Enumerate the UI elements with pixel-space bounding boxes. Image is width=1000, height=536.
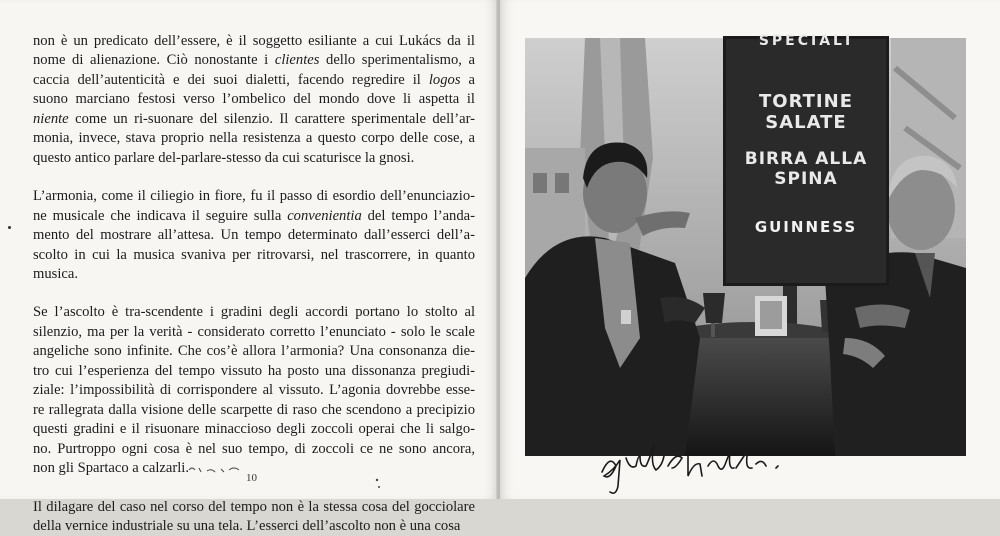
text-run: re rallegrata dalla visione delle scarpette di raso che scendono a precipizio <box>33 401 475 418</box>
italic-term: convenientia <box>287 207 362 224</box>
text-line <box>33 518 460 534</box>
paragraph <box>33 187 475 284</box>
text-run: non è un predicato dell’essere, è il soggetto esiliante a cui Lukács da il <box>33 33 475 49</box>
sign-line-tortine: TORTINE SALATE <box>759 91 853 133</box>
text-line <box>33 420 475 439</box>
text-run: suono marciano festosi verso l’ombelico del mondo dove li aspetta il <box>33 91 475 108</box>
text-line <box>33 498 475 517</box>
text-run: Se l’ascolto è tra-scendente i gradini degli accordi portano lo stolto al <box>33 304 475 321</box>
body-text <box>33 32 475 536</box>
paragraph <box>33 32 475 168</box>
text-run: silenzio, ma per la verità - considerato corretto l’enunciato - solo le scale <box>33 323 475 340</box>
text-run: tro cui l’esperienza del tempo vissuto ha posto una dissonanza pregiudi- <box>33 362 475 379</box>
text-line <box>33 110 475 129</box>
text-line <box>33 401 475 420</box>
italic-term: niente <box>33 110 69 127</box>
text-line <box>33 51 475 70</box>
cafe-sign-board <box>723 33 889 286</box>
sign-line-birra: BIRRA ALLA SPINA <box>744 149 868 189</box>
text-run: nome di alienazione. Ciò nonostante i <box>33 52 275 69</box>
sign-top-text: SPECIALI <box>758 33 854 49</box>
italic-term: logos <box>428 71 461 88</box>
text-run: questo antico parlare del-parlare-stesso da cui scaturisce la gnosi. <box>33 149 415 166</box>
text-run: della vernice industriale su una tela. L’esserci dell’ascolto non è una cosa <box>33 517 461 534</box>
text-run: mento del mostrare all’attesa. Un tempo determinato dall’esserci dell’a- <box>33 227 475 244</box>
sign-brand: GUINNESS <box>754 218 858 236</box>
left-page <box>0 0 498 534</box>
text-run: del tempo l’anda- <box>361 207 475 224</box>
page-number: 10 <box>246 472 257 484</box>
text-line <box>33 32 475 51</box>
text-run: L’armonia, come il ciliegio in fiore, fu il passo di esordio dell’enunciazio- <box>33 188 475 205</box>
text-line <box>33 187 475 206</box>
text-run: non gli Spartaco a calzarli. <box>33 460 190 477</box>
text-line <box>33 323 475 342</box>
text-run: monia, invece, stava proprio nella resistenza a questo corpo delle cose, a <box>33 130 475 147</box>
text-line <box>33 342 475 361</box>
text-line <box>33 246 475 265</box>
text-run: a <box>460 71 475 88</box>
paragraph <box>33 498 475 536</box>
pencil-scribbles <box>185 462 385 492</box>
text-run: questi gradini e il risuonare minaccioso degli zoccoli operai che li salgo- <box>33 421 475 438</box>
text-line <box>33 71 475 90</box>
text-line <box>33 381 475 400</box>
text-run: ziale: l’impossibilità di corrispondere al vissuto. L’agonia dovrebbe esse- <box>33 382 475 399</box>
text-run: come un ri-suonare del silenzio. Il carattere sperimentale dell’ar- <box>68 110 475 127</box>
italic-term: clientes <box>274 52 320 69</box>
text-line <box>33 440 475 459</box>
text-line <box>33 129 475 148</box>
paragraph <box>33 303 475 478</box>
text-run: musica. <box>33 265 78 282</box>
text-line <box>33 90 475 109</box>
text-run: angeliche sono infinite. Che cos’è allora l’armonia? Una consonanza die- <box>33 343 475 360</box>
text-line <box>33 150 414 166</box>
text-line <box>33 303 475 322</box>
text-line <box>33 460 189 476</box>
text-line <box>33 226 475 245</box>
text-line <box>33 207 475 226</box>
text-run: Il dilagare del caso nel corso del tempo non è la stessa cosa del gocciolare <box>33 498 475 515</box>
text-run: no. Purtroppo ogni cosa è nel suo tempo, di zoccoli ce ne sono ancora, <box>33 440 475 457</box>
text-run: caccia dell’autenticità e dei suoi dialetti, facendo regredire il <box>33 71 429 88</box>
text-line <box>33 266 78 282</box>
photo-two-men-at-cafe <box>525 33 966 456</box>
text-line <box>33 362 475 381</box>
margin-mark <box>8 226 11 229</box>
text-run: dello sperimentalismo, a <box>319 52 475 69</box>
handwritten-signature <box>596 438 826 498</box>
text-run: scolto in cui la musica svaniva per ritrovarsi, nel trascorrere, in quanto <box>33 246 475 263</box>
text-run: ne musicale che indicava il seguire sulla <box>33 207 288 224</box>
